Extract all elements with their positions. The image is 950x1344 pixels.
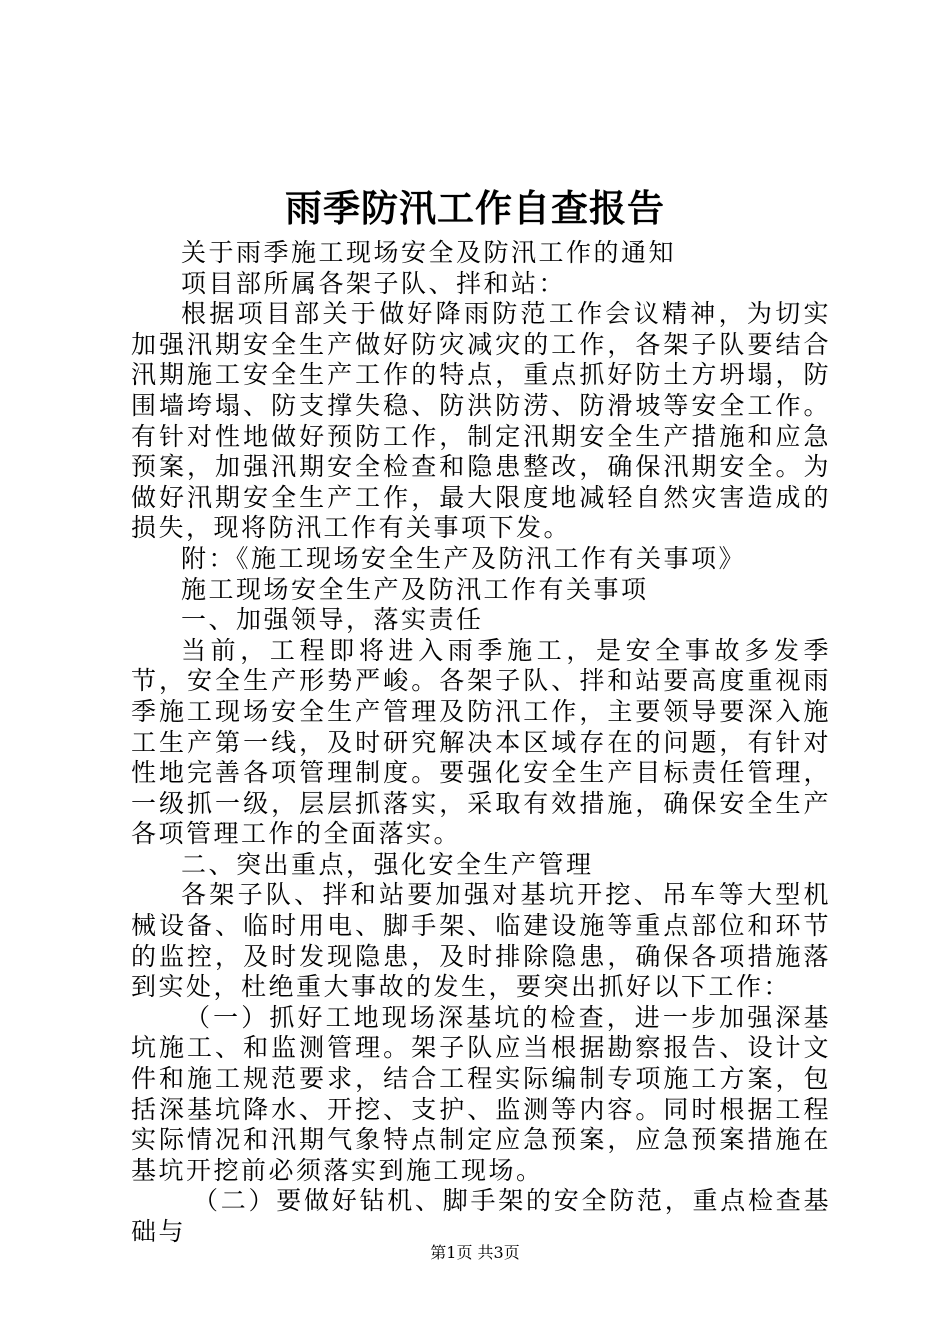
section-heading-1: 一、加强领导，落实责任	[181, 605, 484, 635]
subsection-1-paragraph: （一）抓好工地现场深基坑的检查，进一步加强深基坑施工、和监测管理。架子队应当根据勘察报告、设计文件和施工规范要求，结合工程实际编制专项施工方案，包括深基坑降水、开挖、支护、监测等内容。同时根据工程实际情况和汛期气象特点制定应急预案，应急预案措施在基坑开挖前必须落实到施工现场。	[131, 1002, 831, 1185]
section-2-paragraph: 各架子队、拌和站要加强对基坑开挖、吊车等大型机械设备、临时用电、脚手架、临建设施等重点部位和环节的监控，及时发现隐患，及时排除隐患，确保各项措施落到实处，杜绝重大事故的发生，要突出抓好以下工作：	[131, 880, 831, 1002]
intro-paragraph: 根据项目部关于做好降雨防范工作会议精神，为切实加强汛期安全生产做好防灾减灾的工作，各架子队要结合汛期施工安全生产工作的特点，重点抓好防土方坍塌，防围墙垮塌、防支撑失稳、防洪防涝、防滑坡等安全工作。有针对性地做好预防工作，制定汛期安全生产措施和应急预案，加强汛期安全检查和隐患整改，确保汛期安全。为做好汛期安全生产工作，最大限度地减轻自然灾害造成的损失，现将防汛工作有关事项下发。	[131, 299, 831, 543]
section-1-paragraph: 当前，工程即将进入雨季施工，是安全事故多发季节，安全生产形势严峻。各架子队、拌和站要高度重视雨季施工现场安全生产管理及防汛工作，主要领导要深入施工生产第一线，及时研究解决本区域存在的问题，有针对性地完善各项管理制度。要强化安全生产目标责任管理，一级抓一级，层层抓落实，采取有效措施，确保安全生产各项管理工作的全面落实。	[131, 635, 831, 849]
attachment-line: 附：《施工现场安全生产及防汛工作有关事项》	[181, 543, 747, 573]
section-heading-2: 二、突出重点，强化安全生产管理	[181, 849, 594, 879]
salutation: 项目部所属各架子队、拌和站：	[181, 268, 567, 298]
subsection-2-paragraph: （二）要做好钻机、脚手架的安全防范，重点检查基础与	[131, 1186, 831, 1246]
document-title: 雨季防汛工作自查报告	[285, 186, 665, 230]
notice-heading: 关于雨季施工现场安全及防汛工作的通知	[181, 238, 677, 267]
attachment-title: 施工现场安全生产及防汛工作有关事项	[181, 574, 649, 604]
document-body	[131, 238, 831, 1248]
page-footer: 第1页 共3页	[430, 1243, 520, 1262]
